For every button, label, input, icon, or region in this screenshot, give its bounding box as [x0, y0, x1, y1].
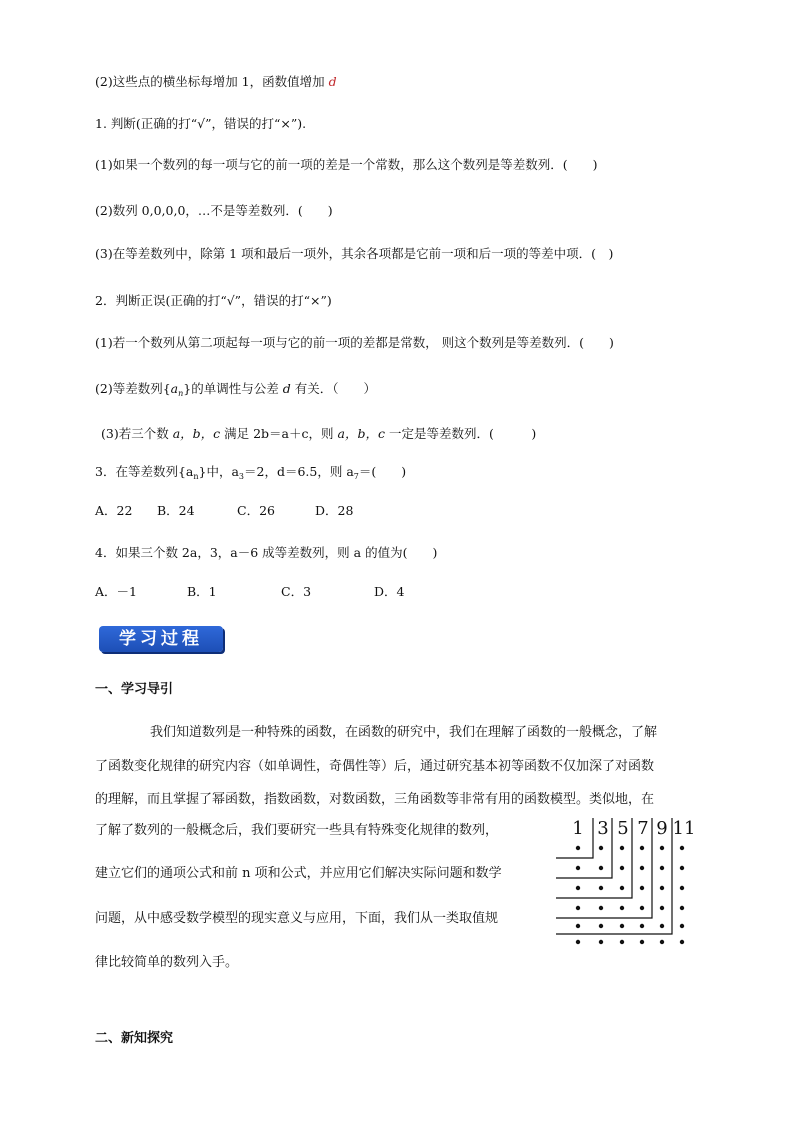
- para-line-7: 律比较简单的数列入手。: [95, 955, 239, 970]
- figure-dot: [599, 846, 603, 850]
- q3-option-a: A．22: [95, 503, 133, 518]
- figure-number-9: 9: [656, 818, 668, 839]
- q2-item-3-part-b: 满足 2b＝a＋c，则: [220, 426, 338, 441]
- section-2-heading: 二、新知探究: [95, 1031, 174, 1046]
- figure-dot: [576, 846, 580, 850]
- section-1-heading: 一、学习导引: [95, 682, 174, 697]
- line-1: [95, 74, 337, 90]
- figure-dot: [680, 866, 684, 870]
- q3-part-a: 3．在等差数列{a: [95, 464, 194, 479]
- q4-option-b: B．1: [187, 584, 217, 599]
- figure-number-3: 3: [597, 818, 609, 839]
- q4-option-a: A．－1: [95, 584, 137, 599]
- figure-dot: [620, 886, 624, 890]
- q2-item-3-abc-2: a，b，c: [337, 426, 385, 441]
- q3-sub-n: n: [193, 472, 199, 481]
- figure-dot: [576, 940, 580, 944]
- figure-dot: [640, 924, 644, 928]
- figure-dot: [599, 924, 603, 928]
- figure-dot: [680, 846, 684, 850]
- figure-dot: [620, 924, 624, 928]
- q4-options: [95, 584, 404, 600]
- q2-item-2: [95, 381, 376, 402]
- figure-dot: [576, 924, 580, 928]
- figure-dot: [620, 940, 624, 944]
- q3-part-d: ＝( ): [358, 464, 407, 479]
- section-banner: 学习过程: [99, 626, 223, 652]
- q3-sub-7: 7: [353, 472, 359, 481]
- subscript-n: n: [178, 389, 184, 398]
- q3-part-c: ＝2，d＝6.5，则 a: [244, 464, 354, 479]
- figure-dot: [660, 846, 664, 850]
- q4-option-c: C．3: [281, 584, 312, 599]
- q2-item-2-part-c: 有关．（ ）: [290, 381, 376, 396]
- figure-number-7: 7: [637, 818, 649, 839]
- figure-number-labels: [572, 818, 695, 839]
- q2-item-3: [101, 426, 536, 442]
- figure-dot: [680, 940, 684, 944]
- odd-number-dot-figure: [556, 812, 700, 948]
- figure-dot: [660, 886, 664, 890]
- variable-a: a: [170, 381, 179, 396]
- q2-item-3-part-a: (3)若三个数: [101, 426, 173, 441]
- q1-item-1: (1)如果一个数列的每一项与它的前一项的差是一个常数，那么这个数列是等差数列．( ): [95, 157, 598, 172]
- figure-dot: [640, 886, 644, 890]
- figure-dot: [660, 906, 664, 910]
- figure-dot: [620, 846, 624, 850]
- figure-dot: [620, 866, 624, 870]
- figure-dot: [640, 940, 644, 944]
- figure-number-1: 1: [572, 818, 584, 839]
- q2-item-3-abc: a，b，c: [172, 426, 221, 441]
- para-line-5: 建立它们的通项公式和前 n 项和公式，并应用它们解决实际问题和数学: [95, 866, 502, 881]
- para-line-6: 问题，从中感受数学模型的现实意义与应用，下面，我们从一类取值规: [95, 911, 499, 926]
- figure-dot: [660, 940, 664, 944]
- q2-item-2-part-b: }的单调性与公差: [183, 381, 283, 396]
- q2-item-1: (1)若一个数列从第二项起每一项与它的前一项的差都是常数， 则这个数列是等差数列．( ): [95, 335, 614, 350]
- para-line-3: 的理解，而且掌握了幂函数，指数函数，对数函数，三角函数等非常有用的函数模型。类似地，在: [95, 792, 655, 807]
- para-line-4: 了解了数列的一般概念后，我们要研究一些具有特殊变化规律的数列，: [95, 823, 499, 838]
- figure-dot: [640, 906, 644, 910]
- figure-dot: [576, 906, 580, 910]
- q1-item-3: (3)在等差数列中，除第 1 项和最后一项外，其余各项都是它前一项和后一项的等差中项．( ): [95, 246, 614, 261]
- para-line-2: 了函数变化规律的研究内容（如单调性，奇偶性等）后，通过研究基本初等函数不仅加深了对函数: [95, 759, 655, 774]
- q1-title: 1. 判断(正确的打“√”，错误的打“×”).: [95, 116, 307, 131]
- q2-title: 2．判断正误(正确的打“√”，错误的打“×”): [95, 293, 332, 308]
- variable-d: d: [328, 74, 337, 89]
- line-1-text: (2)这些点的横坐标每增加 1，函数值增加: [95, 74, 329, 89]
- figure-dot: [599, 906, 603, 910]
- figure-dot: [680, 906, 684, 910]
- figure-dot: [660, 866, 664, 870]
- figure-dot: [620, 906, 624, 910]
- q3-option-b: B．24: [157, 503, 195, 518]
- figure-dot: [680, 886, 684, 890]
- q3: [95, 464, 406, 485]
- q3-options: [95, 503, 353, 519]
- para-line-1: 我们知道数列是一种特殊的函数，在函数的研究中，我们在理解了函数的一般概念，了解: [150, 725, 658, 740]
- q3-option-d: D．28: [315, 503, 354, 518]
- variable-d-2: d: [282, 381, 291, 396]
- q4: 4．如果三个数 2a，3，a－6 成等差数列，则 a 的值为( ): [95, 545, 438, 560]
- figure-dot: [660, 924, 664, 928]
- figure-dot: [576, 866, 580, 870]
- figure-dot: [640, 846, 644, 850]
- q3-part-b: }中，a: [198, 464, 239, 479]
- q1-item-2: (2)数列 0,0,0,0，…不是等差数列．( ): [95, 203, 333, 218]
- figure-number-11: 11: [672, 818, 696, 839]
- figure-number-5: 5: [617, 818, 629, 839]
- figure-dot: [640, 866, 644, 870]
- q3-option-c: C．26: [237, 503, 275, 518]
- q3-sub-3: 3: [238, 472, 245, 481]
- figure-dot: [599, 866, 603, 870]
- figure-dots: [576, 846, 684, 944]
- figure-dot: [599, 940, 603, 944]
- figure-dot: [599, 886, 603, 890]
- q2-item-3-part-c: 一定是等差数列．( ): [384, 426, 537, 441]
- figure-dot: [576, 886, 580, 890]
- q2-item-2-part-a: (2)等差数列{: [95, 381, 171, 396]
- figure-dot: [680, 924, 684, 928]
- q4-option-d: D．4: [374, 584, 405, 599]
